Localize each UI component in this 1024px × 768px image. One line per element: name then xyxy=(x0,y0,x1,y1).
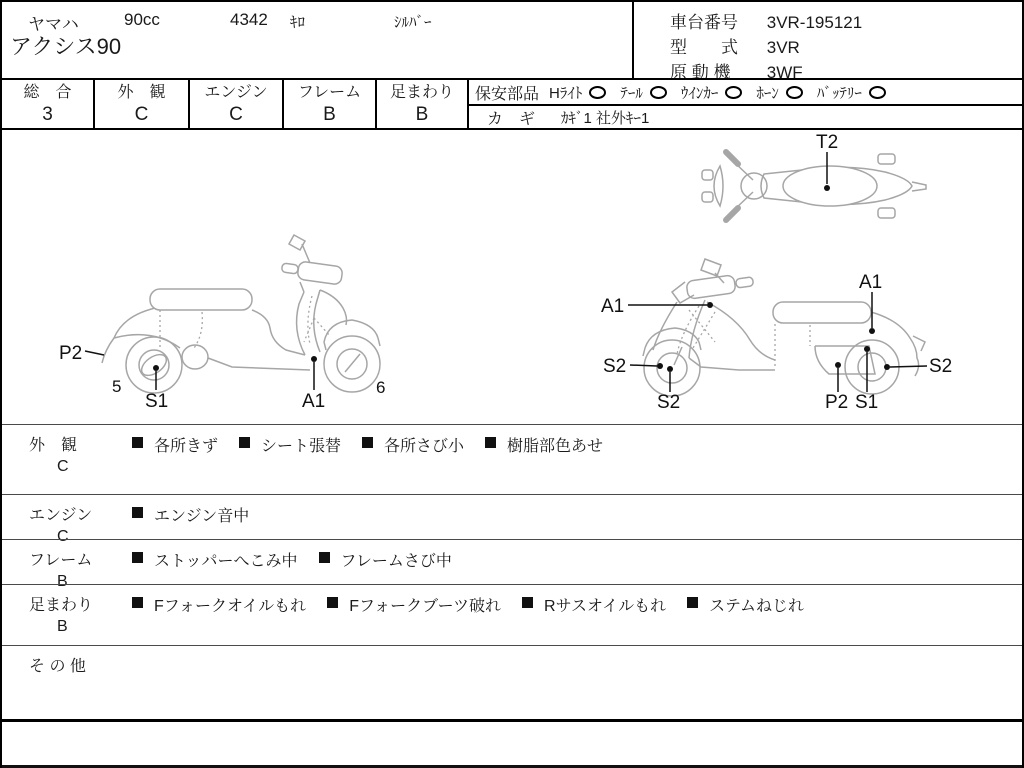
safety-parts-title: 保安部品 xyxy=(475,85,540,103)
key-value: ｶｷﾞ1 社外ｷｰ1 xyxy=(561,109,650,127)
damage-label-t2: T2 xyxy=(816,132,839,153)
section-grade: C xyxy=(57,528,69,545)
comment-row-engine xyxy=(2,494,1022,545)
filled-square-bullet-icon xyxy=(239,437,250,448)
grade-cell-undercarriage xyxy=(377,80,469,128)
scooter-right-side-view xyxy=(587,250,997,420)
comment-text: ストッパーへこみ中 xyxy=(154,553,298,570)
grade-cell-exterior xyxy=(95,80,190,128)
filled-square-bullet-icon xyxy=(132,437,143,448)
comment-text: Fフォークブーツ破れ xyxy=(349,598,502,615)
comment-item xyxy=(522,593,666,616)
comment-text: 各所さび小 xyxy=(384,438,465,455)
filled-square-bullet-icon xyxy=(522,597,533,608)
grade-strip xyxy=(2,78,1022,130)
comment-items xyxy=(132,646,1022,719)
section-grade xyxy=(29,676,132,679)
ok-circle-icon xyxy=(869,86,886,99)
grade-value: 3 xyxy=(42,104,53,125)
filled-square-bullet-icon xyxy=(132,507,143,518)
comment-item xyxy=(239,433,341,456)
damage-label-6: 6 xyxy=(376,378,386,397)
ok-circle-icon xyxy=(589,86,606,99)
safety-item-horn xyxy=(756,82,803,103)
comment-item xyxy=(362,433,464,456)
comment-section-label xyxy=(2,495,132,545)
damage-label-s2-rear: S2 xyxy=(929,356,953,377)
grade-label: 外 観 xyxy=(117,84,166,101)
safety-item-winker xyxy=(681,82,743,103)
comment-text: Rサスオイルもれ xyxy=(544,598,667,615)
grade-value: C xyxy=(134,104,149,125)
grade-value: C xyxy=(229,104,243,125)
grade-cell-overall xyxy=(2,80,95,128)
comment-section-label xyxy=(2,425,132,494)
model-name: アクシス90 xyxy=(10,34,122,59)
damage-dot xyxy=(864,346,870,352)
filled-square-bullet-icon xyxy=(319,552,330,563)
type-row xyxy=(670,33,800,58)
body-color: ｼﾙﾊﾞｰ xyxy=(394,14,432,31)
safety-parts-cell xyxy=(469,80,1022,128)
damage-label-a1: A1 xyxy=(302,391,326,412)
damage-dot xyxy=(657,363,663,369)
damage-dot xyxy=(707,302,713,308)
comment-text: ステムねじれ xyxy=(709,598,805,615)
comment-section-label xyxy=(2,646,132,719)
damage-label-a1-rear: A1 xyxy=(859,272,883,293)
comment-item xyxy=(132,433,218,456)
chassis-number-row xyxy=(670,8,862,33)
safety-parts-row xyxy=(469,80,1022,106)
chassis-number-label: 車台番号 xyxy=(670,13,738,32)
comment-row-other xyxy=(2,645,1022,722)
key-row xyxy=(469,106,1022,128)
grade-label: エンジン xyxy=(204,84,268,101)
key-label: カ ギ xyxy=(487,110,536,128)
section-name: 足まわり xyxy=(29,597,94,614)
damage-dot xyxy=(153,365,159,371)
maker-name: ヤマハ xyxy=(28,15,79,34)
comment-text: 樹脂部色あせ xyxy=(507,438,604,455)
empty-footer-box xyxy=(2,722,1022,767)
filled-square-bullet-icon xyxy=(687,597,698,608)
engine-label: 原 動 機 xyxy=(670,63,731,82)
comment-text: 各所きず xyxy=(154,438,219,455)
damage-dot xyxy=(311,356,317,362)
header xyxy=(2,2,1022,82)
section-grade: B xyxy=(57,573,68,590)
safety-item-label: ﾎｰﾝ xyxy=(756,84,779,102)
filled-square-bullet-icon xyxy=(327,597,338,608)
comment-item xyxy=(687,593,804,616)
section-name: フレーム xyxy=(29,552,93,569)
ok-circle-icon xyxy=(725,86,742,99)
damage-label-s2-front-bottom: S2 xyxy=(657,392,681,413)
comment-item xyxy=(485,433,603,456)
section-name: そ の 他 xyxy=(29,658,86,675)
comment-text: Fフォークオイルもれ xyxy=(154,598,307,615)
grade-label: 足まわり xyxy=(389,84,454,101)
type-value: 3VR xyxy=(766,38,800,57)
filled-square-bullet-icon xyxy=(132,552,143,563)
grade-cell-frame xyxy=(284,80,377,128)
displacement: 90cc xyxy=(124,10,160,29)
safety-item-label: ｳｲﾝｶｰ xyxy=(680,84,719,102)
filled-square-bullet-icon xyxy=(485,437,496,448)
comment-item xyxy=(132,548,298,571)
header-registration-info xyxy=(632,2,1022,82)
damage-dot xyxy=(667,366,673,372)
comment-items xyxy=(132,495,1022,539)
comment-item xyxy=(132,593,306,616)
safety-item-tail xyxy=(620,82,667,103)
grade-cell-engine xyxy=(190,80,284,128)
safety-item-label: ﾊﾞｯﾃﾘｰ xyxy=(816,84,862,102)
safety-item-label: Hﾗｲﾄ xyxy=(549,84,583,102)
damage-label-p2-rear: P2 xyxy=(825,392,849,413)
damage-label-p2: P2 xyxy=(59,343,83,364)
filled-square-bullet-icon xyxy=(132,597,143,608)
comment-items xyxy=(132,585,1022,645)
comment-text: フレームさび中 xyxy=(340,553,452,570)
header-vehicle-info xyxy=(2,2,632,78)
scooter-top-view xyxy=(690,130,940,242)
grade-value: B xyxy=(415,104,429,125)
grade-label: 総 合 xyxy=(23,84,72,101)
safety-item-battery xyxy=(817,82,886,103)
damage-label-s1: S1 xyxy=(145,391,169,412)
mileage-unit: ｷﾛ xyxy=(290,14,306,31)
damage-label-5: 5 xyxy=(112,377,122,396)
comment-item xyxy=(132,503,249,526)
damage-dot xyxy=(835,362,841,368)
filled-square-bullet-icon xyxy=(362,437,373,448)
section-grade: B xyxy=(57,618,68,635)
damage-label-a1-front: A1 xyxy=(601,296,625,317)
section-name: 外 観 xyxy=(29,437,78,454)
scooter-left-side-view xyxy=(52,230,422,415)
damage-dot xyxy=(869,328,875,334)
inspection-comments xyxy=(2,424,1022,767)
safety-item-headlight xyxy=(549,82,606,103)
comment-row-exterior xyxy=(2,424,1022,494)
comment-items xyxy=(132,425,1022,494)
damage-dot xyxy=(884,364,890,370)
chassis-number-value: 3VR-195121 xyxy=(766,13,863,32)
comment-text: シート張替 xyxy=(261,438,342,455)
type-label: 型 式 xyxy=(670,38,738,57)
engine-value: 3WF xyxy=(766,63,803,82)
grade-value: B xyxy=(323,104,336,125)
mileage-value: 4342 xyxy=(230,10,268,29)
damage-label-s1-rear: S1 xyxy=(855,392,879,413)
comment-item xyxy=(319,548,452,571)
comment-items xyxy=(132,540,1022,584)
comment-row-frame xyxy=(2,539,1022,590)
comment-row-undercarriage xyxy=(2,584,1022,645)
comment-section-label xyxy=(2,585,132,645)
safety-item-label: ﾃｰﾙ xyxy=(620,84,643,102)
ok-circle-icon xyxy=(650,86,667,99)
ok-circle-icon xyxy=(786,86,803,99)
comment-item xyxy=(327,593,501,616)
damage-label-s2-front: S2 xyxy=(603,356,627,377)
section-name: エンジン xyxy=(29,507,93,524)
section-grade: C xyxy=(57,458,69,475)
comment-section-label xyxy=(2,540,132,590)
comment-text: エンジン音中 xyxy=(154,508,250,525)
grade-label: フレーム xyxy=(297,84,362,101)
damage-diagram xyxy=(2,130,1022,424)
damage-dot xyxy=(824,185,830,191)
